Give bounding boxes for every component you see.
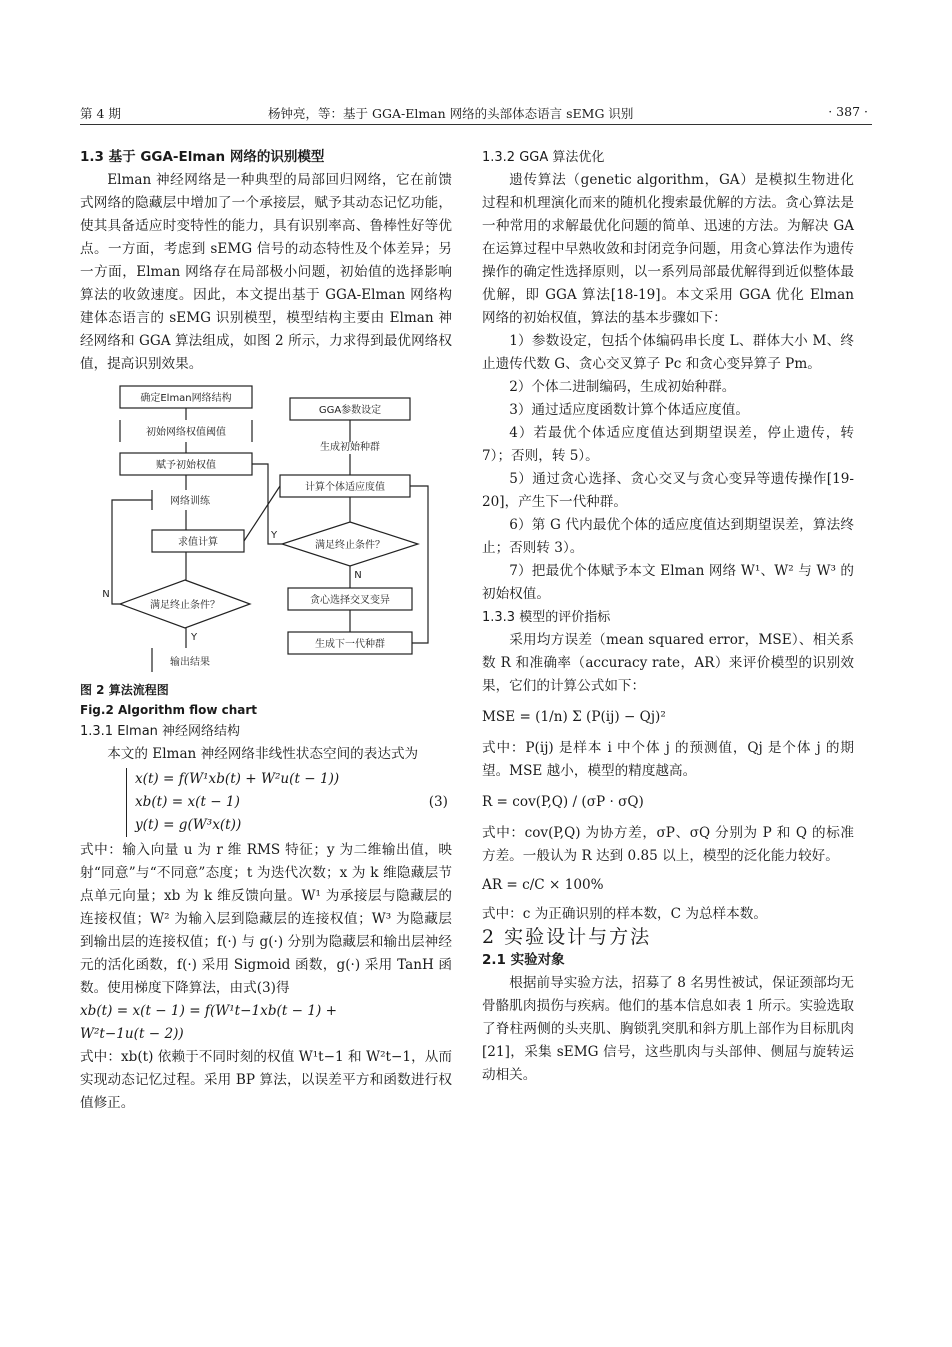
flow-label-2: 初始网络权值阈值 <box>146 427 226 438</box>
flow-label-1: 确定Elman网络结构 <box>140 393 232 404</box>
flow-label-5: 求值计算 <box>178 537 218 548</box>
page-number: · 387 · <box>828 104 868 119</box>
r-definition: 式中：cov(P,Q) 为协方差，σP、σQ 分别为 P 和 Q 的标准方差。一般认为 R 达到 0.85 以上，模型的泛化能力较好。 <box>482 825 854 864</box>
issue-number: 第 4 期 <box>80 106 121 121</box>
flow-label-r3: 计算个体适应度值 <box>305 482 385 493</box>
section-1-3-3-title: 1.3.3 模型的评价指标 <box>482 610 611 625</box>
equation-3 <box>126 768 452 837</box>
figure-caption-en: Fig.2 Algorithm flow chart <box>80 703 258 717</box>
ar-equation: AR = c/C × 100% <box>482 877 604 893</box>
right-column <box>482 146 854 1087</box>
algorithm-step-5: 5）通过贪心选择、贪心交叉与贪心变异等遗传操作[19-20]，产生下一代种群。 <box>482 471 854 510</box>
algorithm-step-1: 1）参数设定，包括个体编码串长度 L、群体大小 M、终止遗传代数 G、贪心交叉算子 Pc 和贪心变异算子 Pm。 <box>482 333 854 372</box>
section-2-1-paragraph: 根据前导实验方法，招募了 8 名男性被试，保证颈部均无骨骼肌肉损伤与疾病。他们的基本信息如表 1 所示。实验选取了脊柱两侧的头夹肌、胸锁乳突肌和斜方肌上部作为目标肌肉[21]，采集 sEMG 信号，这些肌肉与头部伸、侧屈与旋转运动相关。 <box>482 975 854 1083</box>
figure-caption-cn: 图 2 算法流程图 <box>80 683 169 697</box>
flow-label-y-right: Y <box>270 530 278 541</box>
algorithm-step-6: 6）第 G 代内最优个体的适应度值达到期望误差，算法终止；否则转 3）。 <box>482 517 854 556</box>
flow-label-7: 输出结果 <box>170 657 210 668</box>
flow-label-r2: 生成初始种群 <box>320 442 380 453</box>
ar-definition: 式中：c 为正确识别的样本数，C 为总样本数。 <box>482 906 767 922</box>
r-equation: R = cov(P,Q) / (σP · σQ) <box>482 794 644 810</box>
section-1-3-2-title: 1.3.2 GGA 算法优化 <box>482 150 605 165</box>
section-1-3-1-title: 1.3.1 Elman 神经网络结构 <box>80 724 241 739</box>
section-1-3-1-closing: 式中：xb(t) 依赖于不同时刻的权值 W¹t−1 和 W²t−1，从而实现动态记忆过程。采用 BP 算法，以误差平方和函数进行权值修正。 <box>80 1049 452 1111</box>
mse-equation: MSE = (1/n) Σ (P(ij) − Qj)² <box>482 709 666 725</box>
equation-4-line-1: xb(t) = x(t − 1) = f(W¹t−1xb(t − 1) + <box>80 1003 338 1019</box>
equation-3-line-1: x(t) = f(W¹xb(t) + W²u(t − 1)) <box>135 771 340 787</box>
algorithm-step-3: 3）通过适应度函数计算个体适应度值。 <box>509 402 749 418</box>
section-1-3-title: 1.3 基于 GGA-Elman 网络的识别模型 <box>80 149 325 165</box>
section-1-3-1-definitions: 式中：输入向量 u 为 r 维 RMS 特征；y 为二维输出值，映射“同意”与“不同意”态度；t 为迭代次数；x 为 k 维隐藏层节点单元向量；xb 为 k 维反馈向量。W¹ 为承接层与隐藏层的连接权值；W² 为输入层到隐藏层的连接权值；W³ 为隐藏层到输出层的连接权值；f(·) 与 g(·) 分别为隐藏层和输出层神经元的活化函数，f(·) 采用 Sigmoid 函数，g(·) 采用 TanH 函数。使用梯度下降算法，由式(3)得 <box>80 842 452 996</box>
equation-3-number: (3) <box>428 794 448 810</box>
flow-label-n-right: N <box>354 570 362 581</box>
section-2-title: 2 实验设计与方法 <box>482 926 652 948</box>
flow-label-r5: 贪心选择交叉变异 <box>310 595 390 606</box>
algorithm-step-2: 2）个体二进制编码，生成初始种群。 <box>509 379 736 395</box>
mse-definition: 式中：P(ij) 是样本 i 中个体 j 的预测值，Qj 是个体 j 的期望。MSE 越小，模型的精度越高。 <box>482 740 854 779</box>
flow-label-6: 满足终止条件？ <box>150 600 220 611</box>
section-1-3-paragraph: Elman 神经网络是一种典型的局部回归网络，它在前馈式网络的隐藏层中增加了一个承接层，赋予其动态记忆功能，使其具备适应时变特性的能力，具有识别率高、鲁棒性好等优点。一方面，考虑到 sEMG 信号的动态特性及个体差异；另一方面，Elman 网络存在局部极小问题，初始值的选择影响算法的收敛速度。因此，本文提出基于 GGA-Elman 网络构建体态语言的 sEMG 识别模型，模型结构主要由 Elman 神经网络和 GGA 算法组成，如图 2 所示，力求得到最优网络权值，提高识别效果。 <box>80 172 452 372</box>
section-1-3-1-intro: 本文的 Elman 神经网络非线性状态空间的表达式为 <box>107 746 419 762</box>
section-1-3-3-paragraph: 采用均方误差（mean squared error，MSE）、相关系数 R 和准确率（accuracy rate，AR）来评价模型的识别效果，它们的计算公式如下： <box>482 632 854 694</box>
flow-label-y-left: Y <box>190 632 198 643</box>
flow-label-r6: 生成下一代种群 <box>315 639 385 650</box>
flow-label-4: 网络训练 <box>170 496 210 507</box>
equation-3-line-2: xb(t) = x(t − 1) <box>135 794 240 810</box>
flow-label-3: 赋予初始权值 <box>156 460 216 471</box>
flow-label-r4: 满足终止条件？ <box>315 540 385 551</box>
algorithm-step-7: 7）把最优个体赋予本文 Elman 网络 W¹、W² 与 W³ 的初始权值。 <box>482 563 854 602</box>
equation-3-line-3: y(t) = g(W³x(t)) <box>135 817 242 833</box>
section-2-1-title: 2.1 实验对象 <box>482 952 565 968</box>
flow-label-n-left: N <box>102 589 110 600</box>
section-1-3-2-paragraph: 遗传算法（genetic algorithm，GA）是模拟生物进化过程和机理演化而来的随机化搜索最优解的方法。贪心算法是一种常用的求解最优化问题的简单、迅速的方法。为解决 GA 在运算过程中早熟收敛和封闭竞争问题，用贪心算法作为遗传操作的确定性选择原则，以一系列局部最优解得到近似整体最优解，即 GGA 算法[18-19]。本文采用 GGA 优化 Elman 网络的初始权值，算法的基本步骤如下： <box>482 172 854 326</box>
left-column <box>80 146 452 1115</box>
header-rule <box>80 124 872 125</box>
algorithm-step-4: 4）若最优个体适应度值达到期望误差，停止遗传，转 7）；否则，转 5）。 <box>482 425 854 464</box>
flow-label-r1: GGA参数设定 <box>318 405 382 416</box>
equation-4-line-2: W²t−1u(t − 2)) <box>80 1026 184 1042</box>
running-title: 杨钟亮，等：基于 GGA-Elman 网络的头部体态语言 sEMG 识别 <box>268 106 634 121</box>
